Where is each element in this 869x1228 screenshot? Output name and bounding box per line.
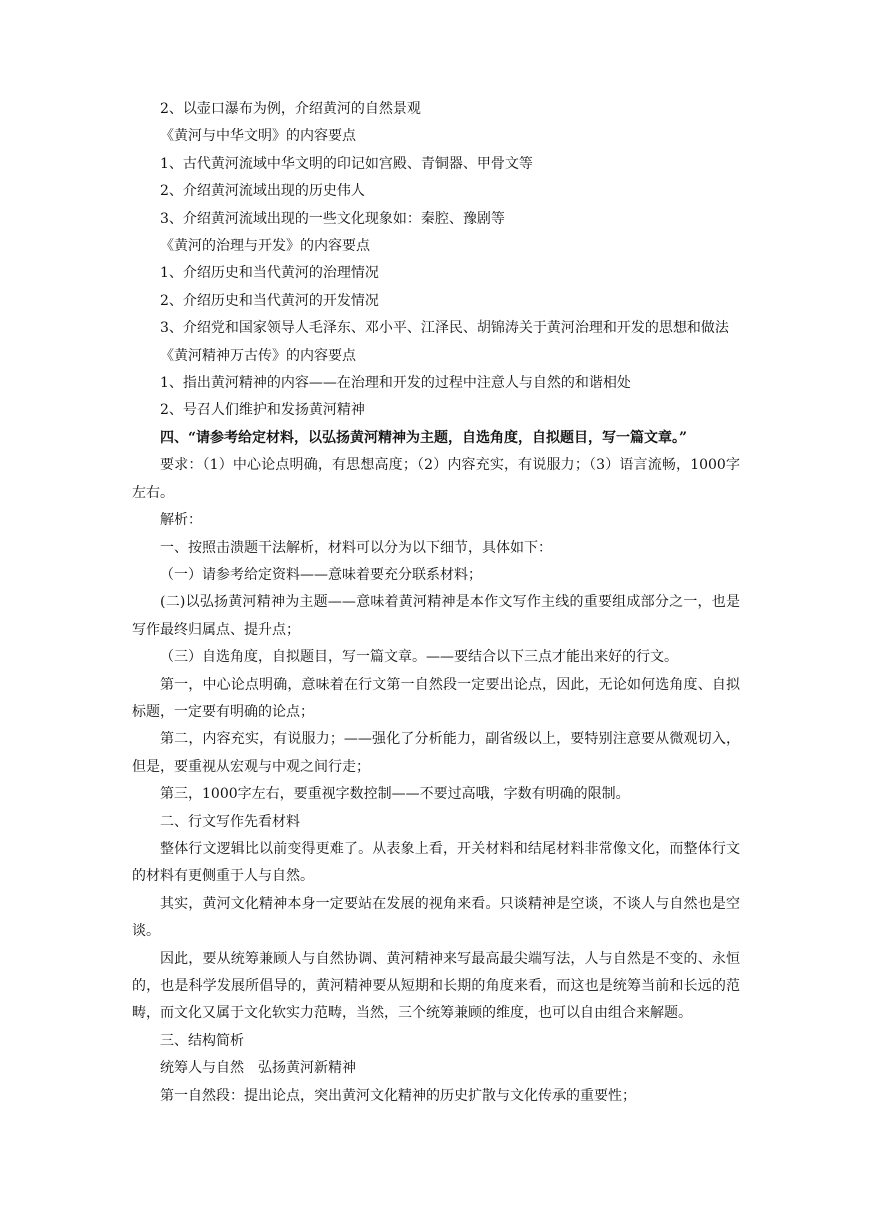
- text-line: 2、号召人们维护和发扬黄河精神: [160, 402, 365, 419]
- document-page: [132, 96, 740, 1110]
- essay-title: 统筹人与自然 弘扬黄河新精神: [160, 1060, 356, 1077]
- requirements-paragraph: 要求：（1）中心论点明确，有思想高度；（2）内容充实，有说服力；（3）语言流畅，1000字左右。: [132, 457, 740, 501]
- text-line: （三）自选角度，自拟题目，写一篇文章。——要结合以下三点才能出来好的行文。: [160, 649, 678, 666]
- text-paragraph: 因此，要从统筹兼顾人与自然协调、黄河精神来写最高最尖端写法，人与自然是不变的、永恒的，也是科学发展所倡导的，黄河精神要从短期和长期的角度来看，而这也是统筹当前和长远的范畴，而文化又属于文化软实力范畴，当然，三个统筹兼顾的维度，也可以自由组合来解题。: [132, 950, 740, 1022]
- text-line: 1、指出黄河精神的内容——在治理和开发的过程中注意人与自然的和谐相处: [160, 375, 631, 392]
- section-heading: 二、行文写作先看材料: [160, 813, 300, 830]
- text-paragraph: 其实，黄河文化精神本身一定要站在发展的视角来看。只谈精神是空谈，不谈人与自然也是空谈。: [132, 895, 740, 940]
- text-line: 2、介绍黄河流域出现的历史伟人: [160, 183, 365, 200]
- text-line: 第三，1000字左右，要重视字数控制——不要过高哦，字数有明确的限制。: [160, 786, 630, 803]
- text-paragraph: (二)以弘扬黄河精神为主题——意味着黄河精神是本作文写作主线的重要组成部分之一，也是写作最终归属点、提升点；: [132, 594, 740, 638]
- text-line: 2、以壶口瀑布为例，介绍黄河的自然景观: [160, 101, 421, 117]
- text-paragraph: 第二，内容充实，有说服力；——强化了分析能力，副省级以上，要特别注意要从微观切入，但是，要重视从宏观与中观之间行走；: [132, 731, 740, 775]
- section-heading: 《黄河与中华文明》的内容要点: [160, 128, 356, 145]
- analysis-label: 解析：: [160, 512, 202, 529]
- text-line: 一、按照击溃题干法解析，材料可以分为以下细节，具体如下：: [160, 539, 552, 556]
- text-line: 1、介绍历史和当代黄河的治理情况: [160, 265, 379, 282]
- section-heading: 《黄河精神万古传》的内容要点: [160, 347, 356, 364]
- text-line: 第一自然段：提出论点，突出黄河文化精神的历史扩散与文化传承的重要性；: [160, 1087, 636, 1104]
- text-paragraph: 整体行文逻辑比以前变得更难了。从表象上看，开关材料和结尾材料非常像文化，而整体行文的材料有更侧重于人与自然。: [132, 840, 740, 885]
- section-heading: 三、结构简析: [160, 1032, 244, 1049]
- text-paragraph: 第一，中心论点明确，意味着在行文第一自然段一定要出论点，因此，无论如何选角度、自拟标题，一定要有明确的论点；: [132, 676, 740, 720]
- question-heading: 四、“请参考给定材料，以弘扬黄河精神为主题，自选角度，自拟题目，写一篇文章。”: [160, 429, 688, 446]
- section-heading: 《黄河的治理与开发》的内容要点: [160, 238, 370, 255]
- text-paragraph: 3、介绍党和国家领导人毛泽东、邓小平、江泽民、胡锦涛关于黄河治理和开发的思想和做法: [160, 320, 729, 337]
- text-line: 2、介绍历史和当代黄河的开发情况: [160, 292, 379, 309]
- text-line: 1、古代黄河流域中华文明的印记如宫殿、青铜器、甲骨文等: [160, 155, 533, 172]
- text-line: 3、介绍黄河流域出现的一些文化现象如：秦腔、豫剧等: [160, 210, 505, 227]
- text-line: （一）请参考给定资料——意味着要充分联系材料；: [160, 566, 482, 583]
